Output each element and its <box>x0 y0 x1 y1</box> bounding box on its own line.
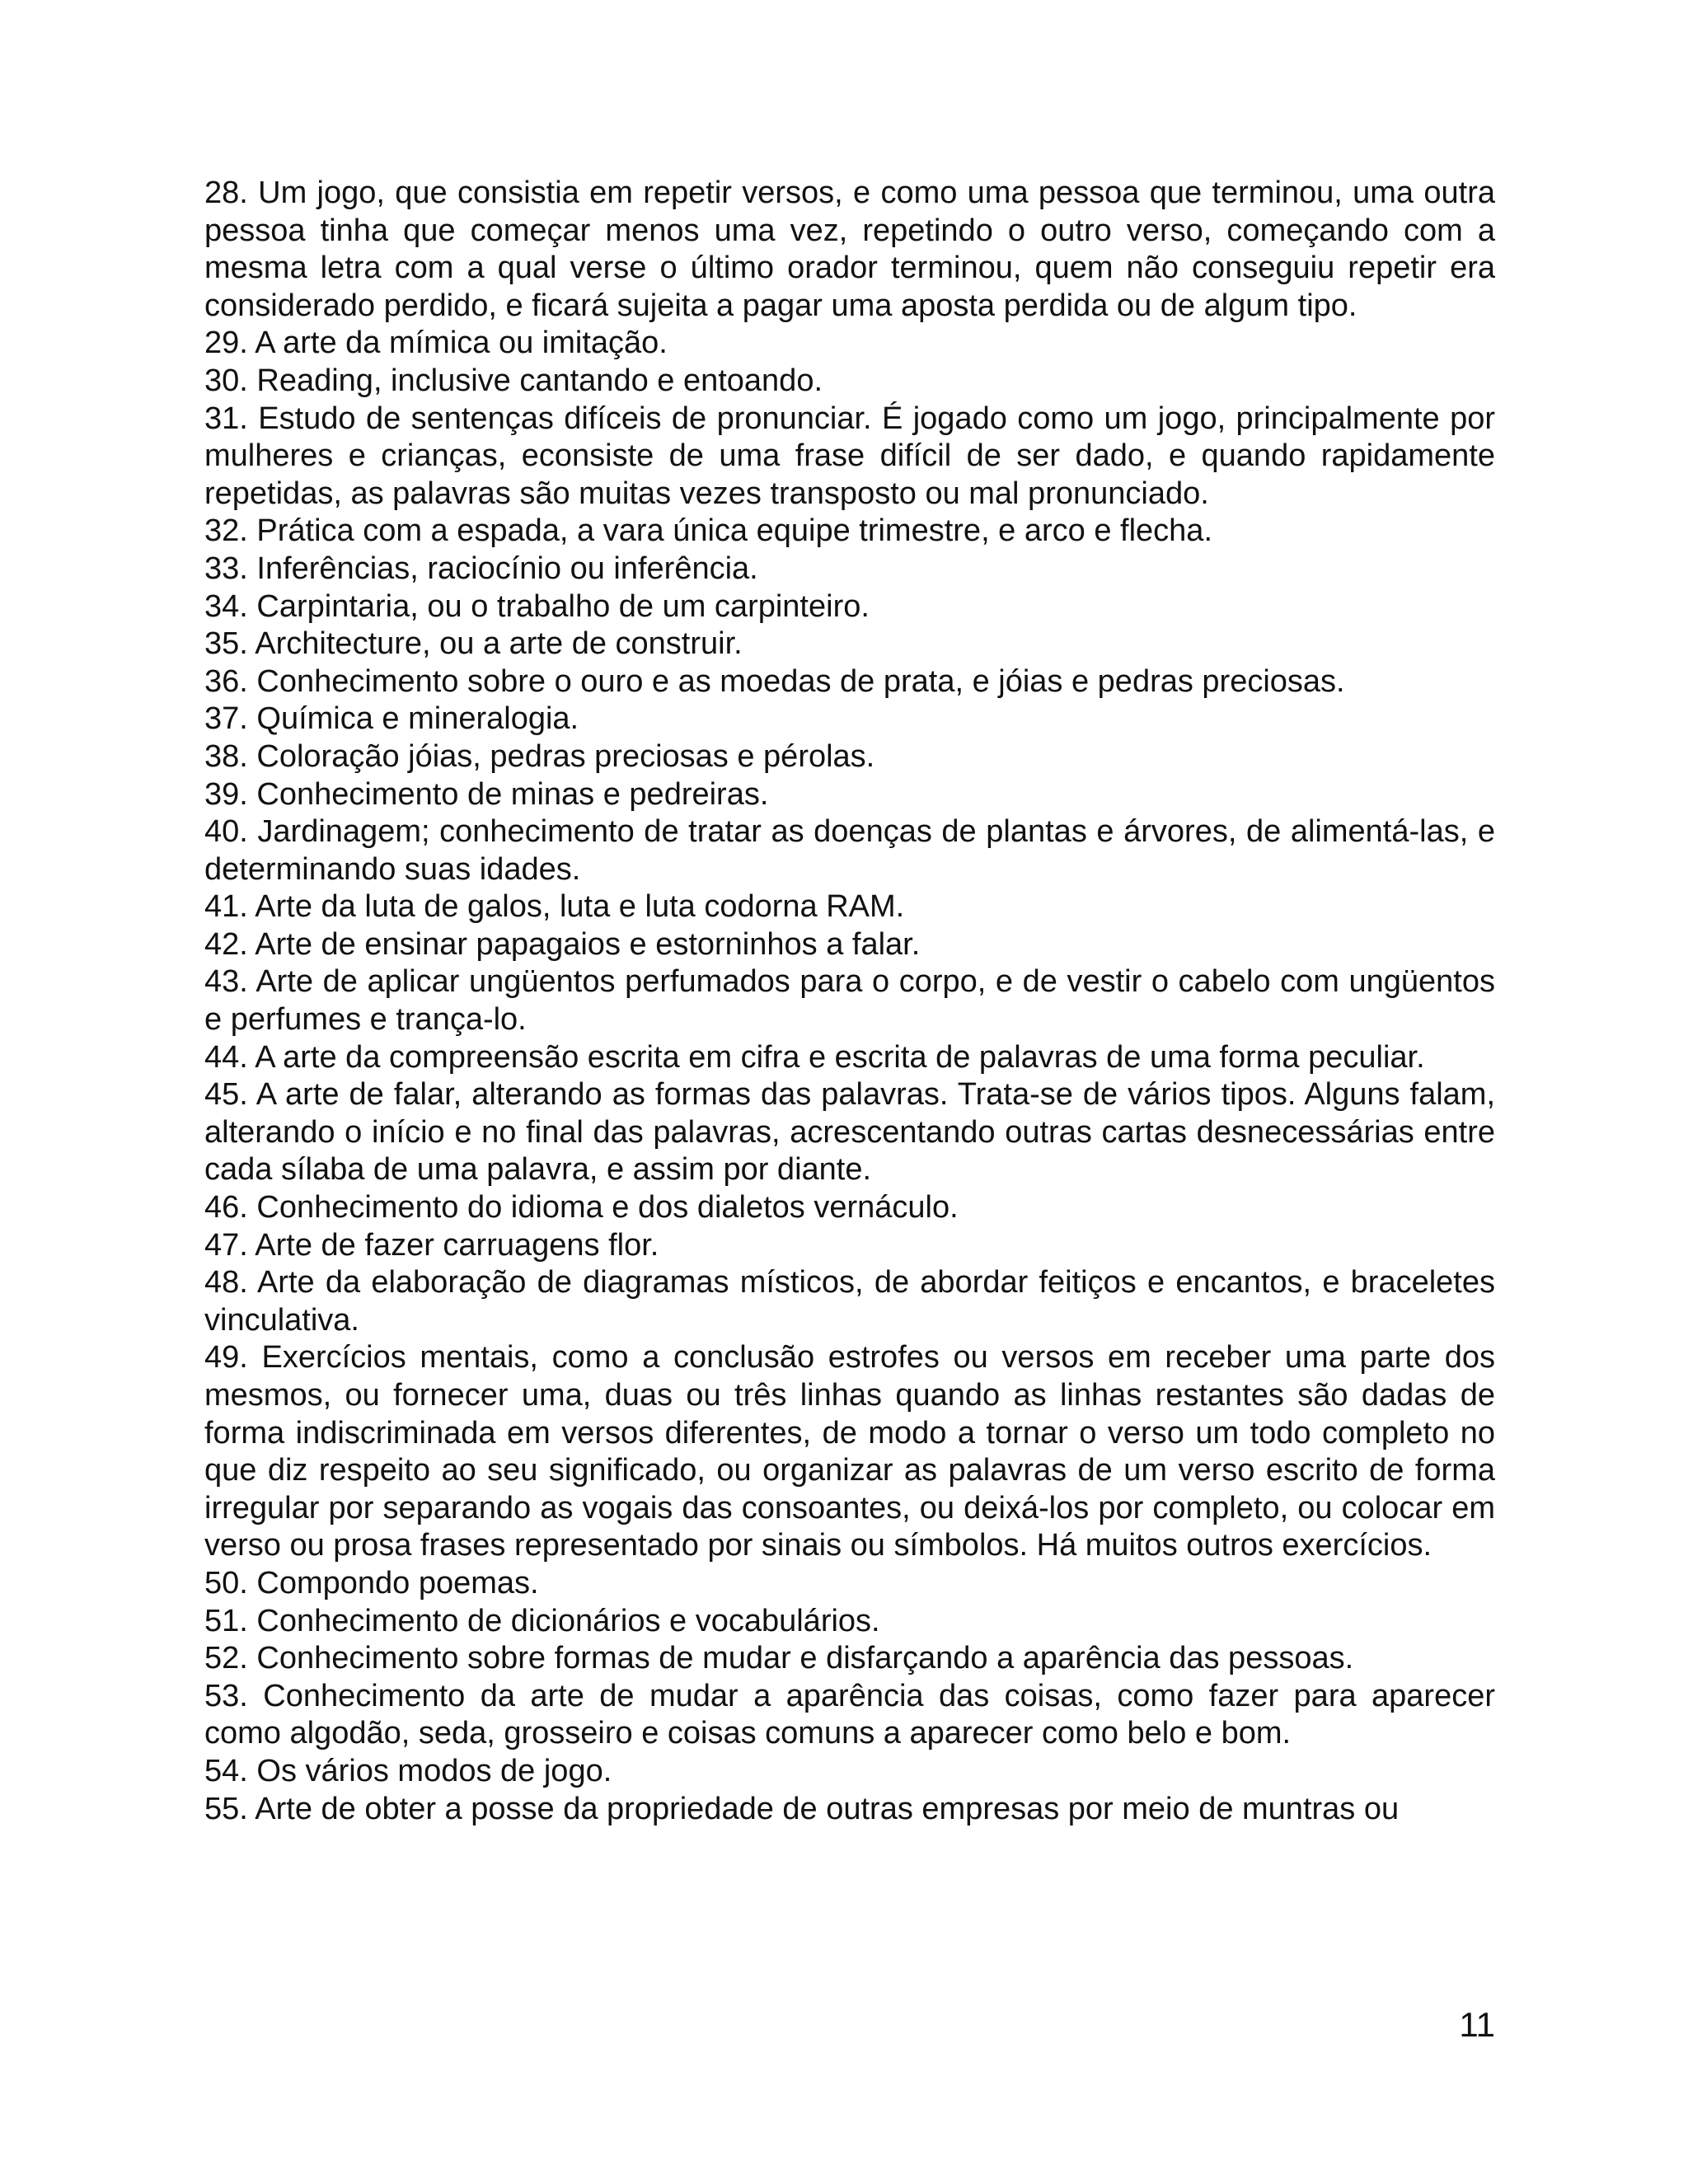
list-item <box>204 813 1495 888</box>
list-item <box>204 776 1495 814</box>
item-number: 32. <box>204 513 248 549</box>
item-number: 48. <box>204 1265 248 1301</box>
list-item <box>204 1640 1495 1678</box>
item-number: 41. <box>204 889 248 925</box>
item-text: Os vários modos de jogo. <box>256 1753 612 1788</box>
item-number: 50. <box>204 1565 248 1601</box>
list-item <box>204 363 1495 401</box>
item-text: Jardinagem; conhecimento de tratar as doenças de plantas e árvores, de alimentá-las, e determinando suas idades. <box>204 814 1495 887</box>
item-number: 33. <box>204 551 248 586</box>
list-item <box>204 626 1495 663</box>
item-number: 54. <box>204 1753 248 1788</box>
list-item <box>204 325 1495 363</box>
list-item <box>204 738 1495 776</box>
list-item <box>204 1227 1495 1265</box>
item-number: 51. <box>204 1603 248 1638</box>
list-item <box>204 513 1495 551</box>
list-item <box>204 401 1495 513</box>
item-text: Prática com a espada, a vara única equipe trimestre, e arco e flecha. <box>256 513 1213 549</box>
item-number: 43. <box>204 964 248 1000</box>
item-text: A arte da compreensão escrita em cifra e escrita de palavras de uma forma peculiar. <box>255 1039 1425 1075</box>
item-text: Conhecimento de dicionários e vocabulários. <box>256 1603 880 1638</box>
list-item <box>204 701 1495 738</box>
item-text: Química e mineralogia. <box>256 701 579 737</box>
item-text: Arte de fazer carruagens flor. <box>255 1227 659 1263</box>
item-text: Inferências, raciocínio ou inferência. <box>256 551 758 586</box>
list-item <box>204 1189 1495 1227</box>
item-text: Arte da elaboração de diagramas místicos, de abordar feitiços e encantos, e braceletes vinculativa. <box>204 1265 1495 1338</box>
item-text: Conhecimento sobre o ouro e as moedas de prata, e jóias e pedras preciosas. <box>256 663 1345 699</box>
list-item <box>204 1264 1495 1339</box>
item-number: 45. <box>204 1077 248 1113</box>
item-text: Carpintaria, ou o trabalho de um carpinteiro. <box>256 588 870 624</box>
list-item <box>204 1565 1495 1603</box>
item-number: 39. <box>204 776 248 812</box>
item-text: Conhecimento do idioma e dos dialetos vernáculo. <box>256 1190 959 1226</box>
item-text: Compondo poemas. <box>256 1565 539 1601</box>
item-number: 42. <box>204 926 248 962</box>
page-number: 11 <box>1459 2005 1495 2044</box>
item-number: 47. <box>204 1227 248 1263</box>
item-text: A arte de falar, alterando as formas das palavras. Trata-se de vários tipos. Alguns falam, alterando o início e no final das palavras, acrescentando outras cartas desnecessárias entre cada sílaba de uma palavra, e assim por diante. <box>204 1077 1496 1188</box>
item-text: Reading, inclusive cantando e entoando. <box>256 363 823 398</box>
item-text: Um jogo, que consistia em repetir versos, e como uma pessoa que terminou, uma outra pessoa tinha que começar menos uma vez, repetindo o outro verso, começando com a mesma letra com a qual verse o último orador terminou, quem não conseguiu repetir era considerado perdido, e ficará sujeita a pagar uma aposta perdida ou de algum tipo. <box>204 176 1495 323</box>
item-number: 40. <box>204 814 248 850</box>
item-text: Architecture, ou a arte de construir. <box>255 626 743 662</box>
item-number: 35. <box>204 626 248 662</box>
item-number: 30. <box>204 363 248 398</box>
item-text: Estudo de sentenças difíceis de pronunciar. É jogado como um jogo, principalmente por mulheres e crianças, econsiste de uma frase difícil de ser dado, e quando rapidamente repetidas, as palavras são muitas vezes transposto ou mal pronunciado. <box>204 401 1495 511</box>
item-number: 29. <box>204 326 248 361</box>
item-text: Coloração jóias, pedras preciosas e pérolas. <box>256 738 875 774</box>
list-item <box>204 888 1495 926</box>
item-number: 38. <box>204 738 248 774</box>
item-text: Conhecimento de minas e pedreiras. <box>256 776 769 812</box>
list-item <box>204 1753 1495 1791</box>
list-item <box>204 1603 1495 1641</box>
item-number: 46. <box>204 1190 248 1226</box>
item-number: 49. <box>204 1340 248 1376</box>
item-text: Exercícios mentais, como a conclusão estrofes ou versos em receber uma parte dos mesmos, ou fornecer uma, duas ou três linhas quando as linhas restantes são dadas de forma indiscriminada em versos diferentes, de modo a tornar o verso um todo completo no que diz respeito ao seu significado, ou organizar as palavras de um verso escrito de forma irregular por separando as vogais das consoantes, ou deixá-los por completo, ou colocar em verso ou prosa frases representado por sinais ou símbolos. Há muitos outros exercícios. <box>204 1340 1495 1563</box>
item-text: A arte da mímica ou imitação. <box>255 326 668 361</box>
item-text: Arte de obter a posse da propriedade de outras empresas por meio de muntras ou <box>255 1791 1400 1826</box>
page-body <box>204 175 1495 1828</box>
list-item <box>204 1076 1495 1189</box>
item-number: 36. <box>204 663 248 699</box>
item-number: 53. <box>204 1678 248 1713</box>
item-number: 52. <box>204 1641 248 1676</box>
item-number: 37. <box>204 701 248 737</box>
list-item <box>204 1678 1495 1753</box>
list-item <box>204 175 1495 325</box>
item-text: Arte de ensinar papagaios e estorninhos a falar. <box>255 926 921 962</box>
item-number: 34. <box>204 588 248 624</box>
item-number: 31. <box>204 401 248 436</box>
list-item <box>204 588 1495 626</box>
item-text: Conhecimento da arte de mudar a aparência das coisas, como fazer para aparecer como algodão, seda, grosseiro e coisas comuns a aparecer como belo e bom. <box>204 1678 1496 1751</box>
item-number: 44. <box>204 1039 248 1075</box>
list-item <box>204 963 1495 1038</box>
item-number: 55. <box>204 1791 248 1826</box>
item-number: 28. <box>204 176 248 210</box>
list-item <box>204 663 1495 701</box>
list-item <box>204 1039 1495 1077</box>
list-item <box>204 551 1495 588</box>
list-item <box>204 1791 1495 1829</box>
item-text: Conhecimento sobre formas de mudar e disfarçando a aparência das pessoas. <box>256 1641 1354 1676</box>
item-text: Arte da luta de galos, luta e luta codorna RAM. <box>255 889 905 925</box>
list-item <box>204 926 1495 964</box>
list-item <box>204 1339 1495 1565</box>
item-text: Arte de aplicar ungüentos perfumados para o corpo, e de vestir o cabelo com ungüentos e perfumes e trança-lo. <box>204 964 1495 1038</box>
